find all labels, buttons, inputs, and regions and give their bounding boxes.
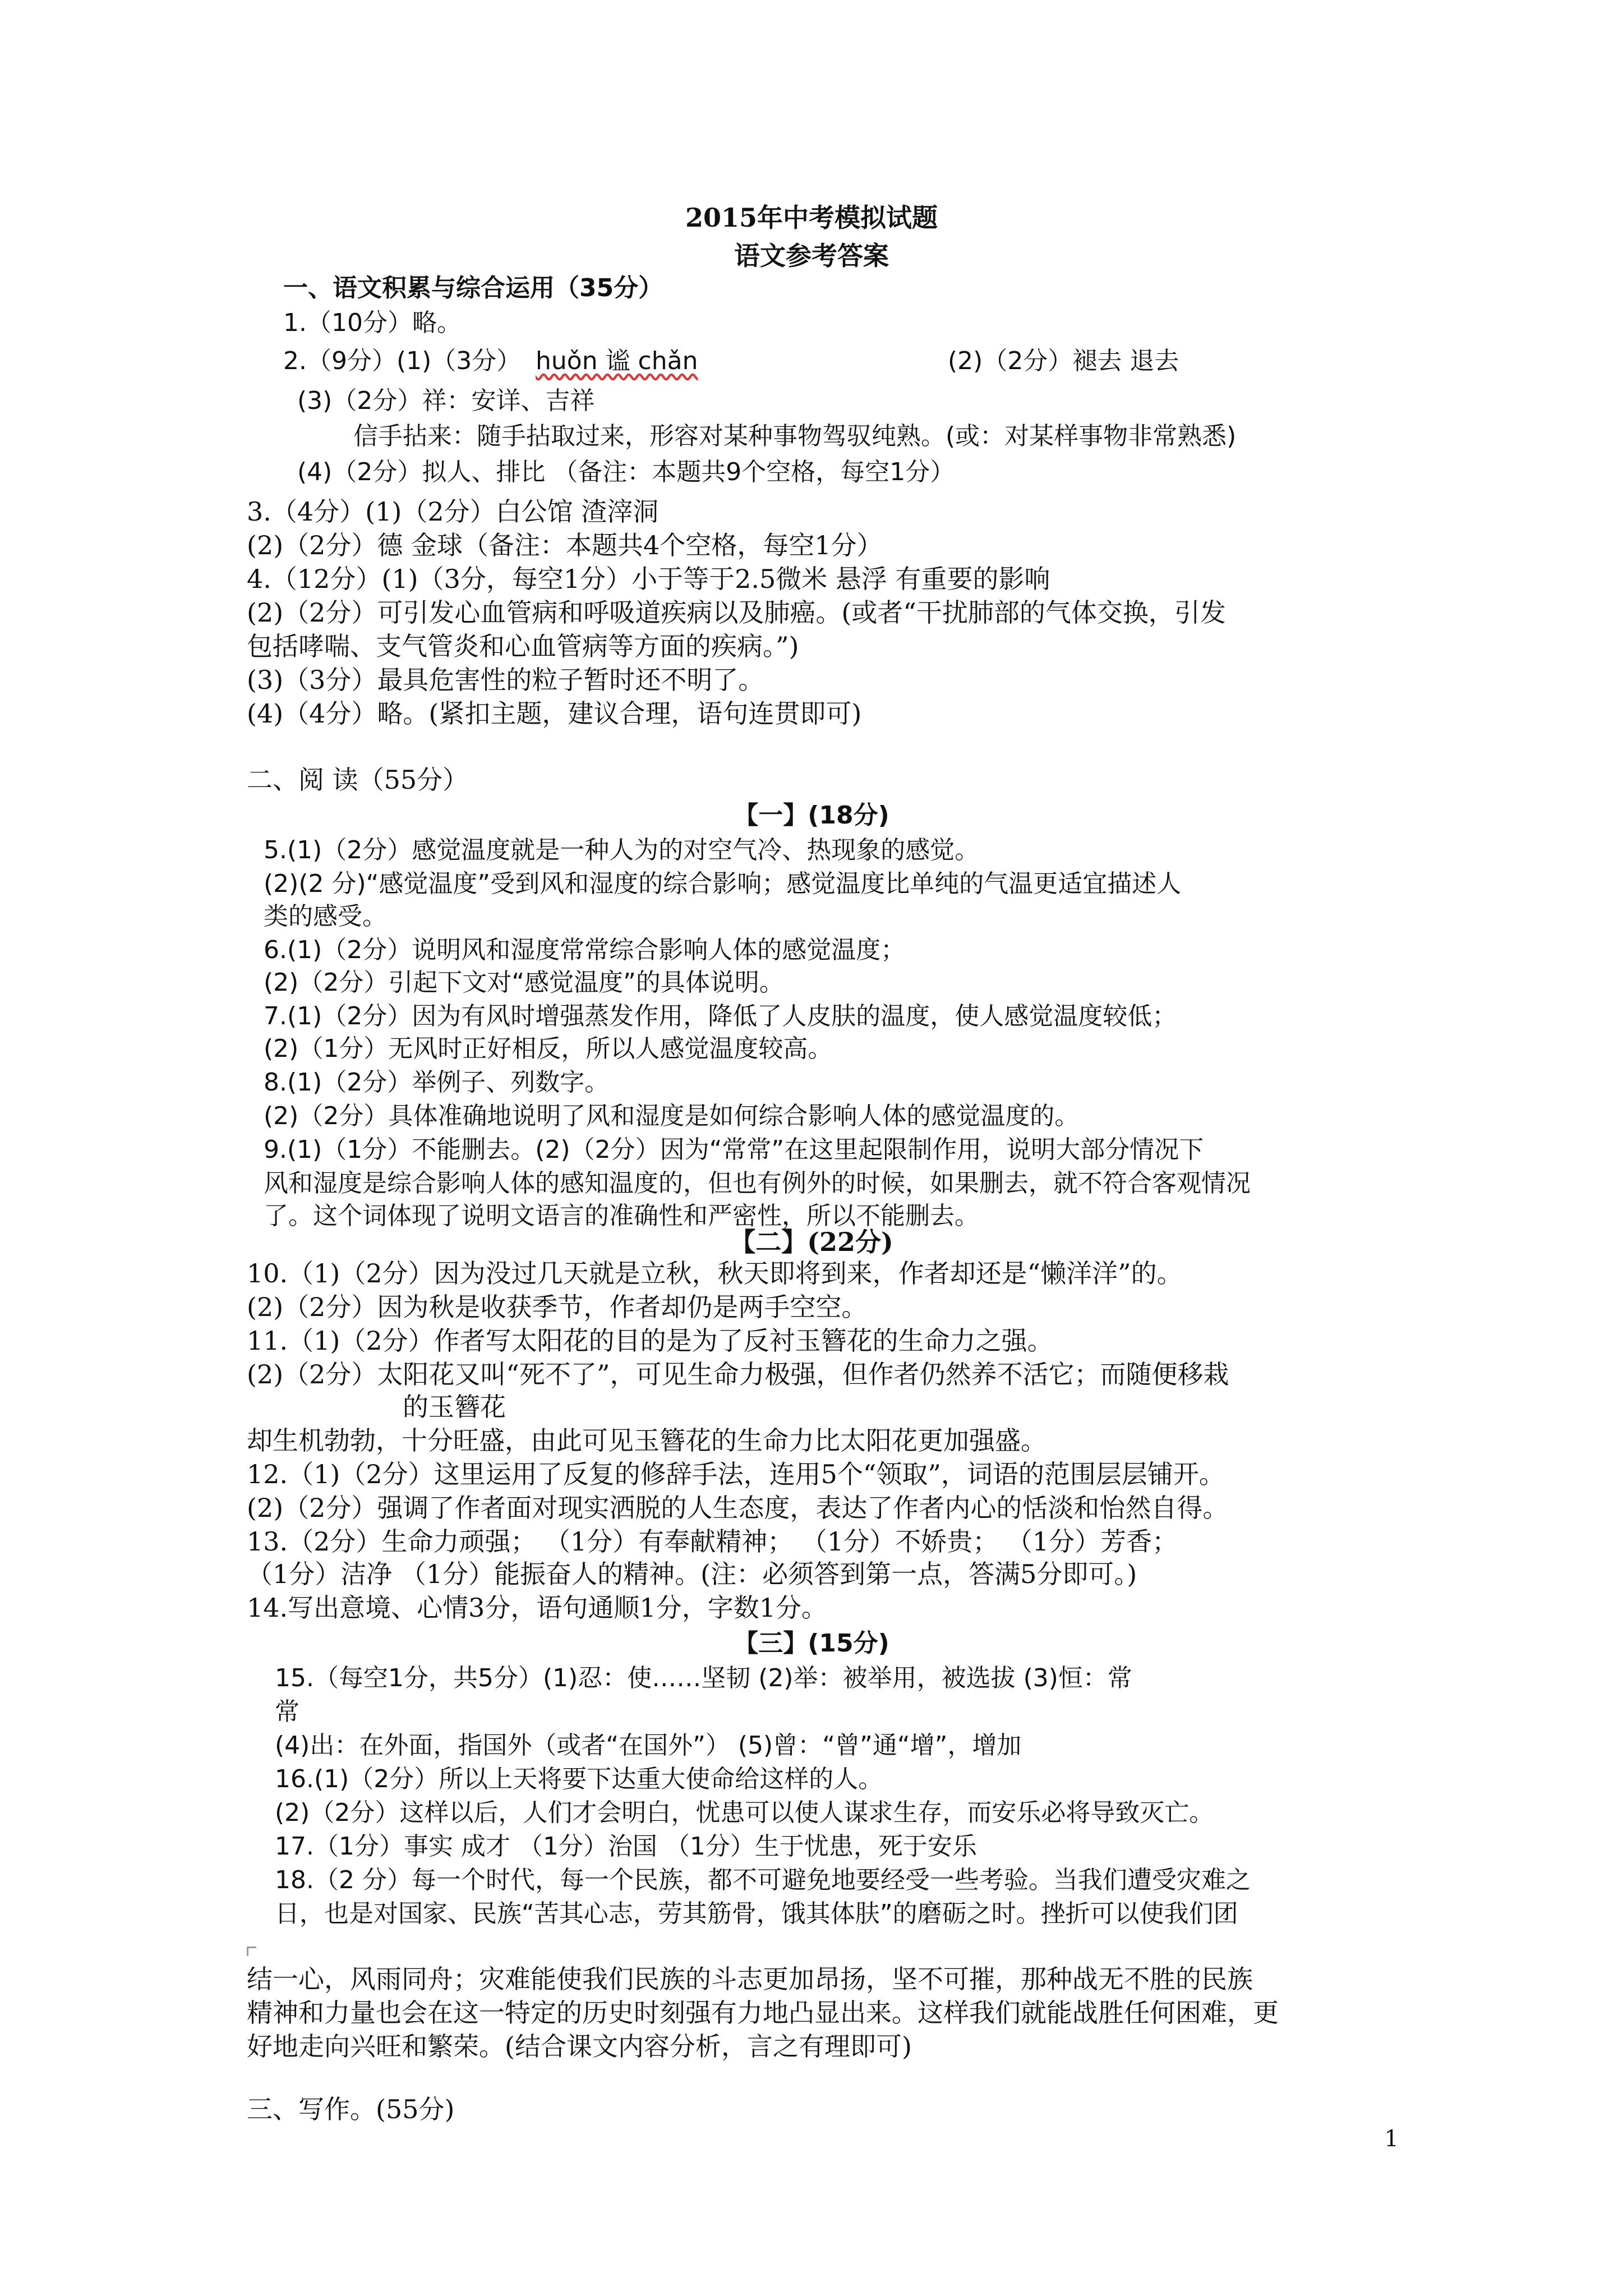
part1-line: 7.(1)（2分）因为有风时增强蒸发作用，降低了人皮肤的温度，使人感觉温度较低； — [264, 1002, 1177, 1030]
part1-line: 8.(1)（2分）举例子、列数字。 — [264, 1068, 610, 1097]
part3-line: 日，也是对国家、民族“苦其心志，劳其筋骨，饿其体肤”的磨砺之时。挫折可以使我们团 — [275, 1899, 1238, 1928]
answer-q2-part4: (4)（2分）拟人、排比 （备注：本题共9个空格，每空1分） — [297, 458, 955, 486]
part2-line: 13.（2分）生命力顽强； （1分）有奉献精神； （1分）不娇贵； （1分）芳香； — [247, 1526, 1178, 1557]
answer-q1: 1.（10分）略。 — [283, 309, 462, 337]
answer-q3b: (2)（2分）德 金球（备注：本题共4个空格，每空1分） — [247, 530, 883, 560]
part2-line: 10.（1)（2分）因为没过几天就是立秋，秋天即将到来，作者却还是“懒洋洋”的。 — [247, 1258, 1183, 1289]
part1-line: 风和湿度是综合影响人体的感知温度的，但也有例外的时候，如果删去，就不符合客观情况 — [264, 1169, 1251, 1198]
part2-line: (2)（2分）因为秋是收获季节，作者却仍是两手空空。 — [247, 1292, 868, 1322]
answer-q3a: 3.（4分）(1)（2分）白公馆 渣滓洞 — [247, 496, 659, 527]
part2-line: (2)（2分）强调了作者面对现实洒脱的人生态度，表达了作者内心的恬淡和怡然自得。 — [247, 1493, 1229, 1523]
part1-line: 6.(1)（2分）说明风和湿度常常综合影响人体的感觉温度； — [264, 936, 906, 964]
part1-line: 类的感受。 — [264, 902, 387, 931]
part3-line: 15.（每空1分，共5分）(1)忍：使……坚韧 (2)举：被举用，被选拔 (3)恒：常 — [275, 1664, 1132, 1692]
part3-continuation-line: 好地走向兴旺和繁荣。(结合课文内容分析，言之有理即可) — [247, 2031, 912, 2062]
part1-line: (2)（2分）具体准确地说明了风和湿度是如何综合影响人体的感觉温度的。 — [264, 1102, 1080, 1130]
part3-continuation-line: 精神和力量也会在这一特定的历史时刻强有力地凸显出来。这样我们就能战胜任何困难，更 — [247, 1998, 1279, 2028]
part2-line: 却生机勃勃，十分旺盛，由此可见玉簪花的生命力比太阳花更加强盛。 — [247, 1425, 1046, 1456]
part1-line: 5.(1)（2分）感觉温度就是一种人为的对空气冷、热现象的感觉。 — [264, 836, 980, 864]
answer-q4a: 4.（12分）(1)（3分，每空1分）小于等于2.5微米 悬浮 有重要的影响 — [247, 564, 1050, 594]
part2-line: 12.（1)（2分）这里运用了反复的修辞手法，连用5个“领取”，词语的范围层层铺开。 — [247, 1459, 1225, 1489]
part3-line: 常 — [275, 1697, 299, 1726]
answer-q2-part2: (2)（2分）褪去 退去 — [948, 347, 1179, 375]
answer-q2-part3: (3)（2分）祥：安详、吉祥 — [297, 386, 595, 415]
part2-line: 14.写出意境、心情3分，语句通顺1分，字数1分。 — [247, 1593, 827, 1623]
answer-q2-pinyin: huǒn 谧 chǎn — [536, 347, 698, 375]
part1-line: (2)(2 分)“感觉温度”受到风和湿度的综合影响；感觉温度比单纯的气温更适宜描述人 — [264, 869, 1182, 898]
part3-line: 18.（2 分）每一个时代，每一个民族，都不可避免地要经受一些考验。当我们遭受灾难之 — [275, 1866, 1251, 1894]
part2-line: 的玉簪花 — [403, 1392, 506, 1422]
answer-q4d: (3)（3分）最具危害性的粒子暂时还不明了。 — [247, 665, 764, 695]
part3-heading: 【三】(15分) — [734, 1629, 889, 1658]
section2-heading: 二、阅 读（55分） — [247, 765, 469, 795]
answer-q2-part3b: 信手拈来：随手拈取过来，形容对某种事物驾驭纯熟。(或：对某样事物非常熟悉) — [353, 422, 1237, 450]
part3-line: (4)出：在外面，指国外（或者“在国外”） (5)曾：“曾”通“增”，增加 — [275, 1731, 1022, 1760]
page-number: 1 — [1384, 2126, 1399, 2152]
part3-line: 17.（1分）事实 成才 （1分）治国 （1分）生于忧患，死于安乐 — [275, 1832, 977, 1861]
part1-line: (2)（2分）引起下文对“感觉温度”的具体说明。 — [264, 968, 784, 997]
part2-line: （1分）洁净 （1分）能振奋人的精神。(注：必须答到第一点，答满5分即可。) — [247, 1559, 1137, 1589]
answer-q4b: (2)（2分）可引发心血管病和呼吸道疾病以及肺癌。(或者“干扰肺部的气体交换，引发 — [247, 597, 1226, 628]
section3-heading: 三、写作。(55分) — [247, 2094, 455, 2124]
part3-line: (2)（2分）这样以后，人们才会明白，忧患可以使人谋求生存，而安乐必将导致灭亡。 — [275, 1798, 1214, 1827]
section1-heading: 一、语文积累与综合运用（35分） — [283, 274, 663, 302]
answer-q4c: 包括哮喘、支气管炎和心血管病等方面的疾病。”) — [247, 631, 799, 661]
part1-line: 9.(1)（1分）不能删去。(2)（2分）因为“常常”在这里起限制作用，说明大部分情况下 — [264, 1135, 1204, 1164]
part3-continuation-line: 结一心，风雨同舟；灾难能使我们民族的斗志更加昂扬，坚不可摧，那种战无不胜的民族 — [247, 1964, 1253, 1994]
part1-heading: 【一】(18分) — [734, 801, 889, 830]
part3-line: 16.(1)（2分）所以上天将要下达重大使命给这样的人。 — [275, 1765, 883, 1793]
part2-heading: 【二】(22分) — [730, 1227, 893, 1257]
answer-q4e: (4)（4分）略。(紧扣主题，建议合理，语句连贯即可) — [247, 698, 862, 729]
page-subtitle: 语文参考答案 — [734, 241, 889, 271]
image-corner-mark — [247, 1947, 256, 1956]
answer-q2-prefix: 2.（9分）(1)（3分） — [283, 347, 522, 375]
page-title: 2015年中考模拟试题 — [685, 203, 938, 233]
part1-line: 了。这个词体现了说明文语言的准确性和严密性，所以不能删去。 — [264, 1202, 979, 1230]
part2-line: (2)（2分）太阳花又叫“死不了”，可见生命力极强，但作者仍然养不活它；而随便移栽 — [247, 1359, 1229, 1389]
part2-line: 11.（1)（2分）作者写太阳花的目的是为了反衬玉簪花的生命力之强。 — [247, 1326, 1053, 1356]
part1-line: (2)（1分）无风时正好相反，所以人感觉温度较高。 — [264, 1034, 833, 1063]
